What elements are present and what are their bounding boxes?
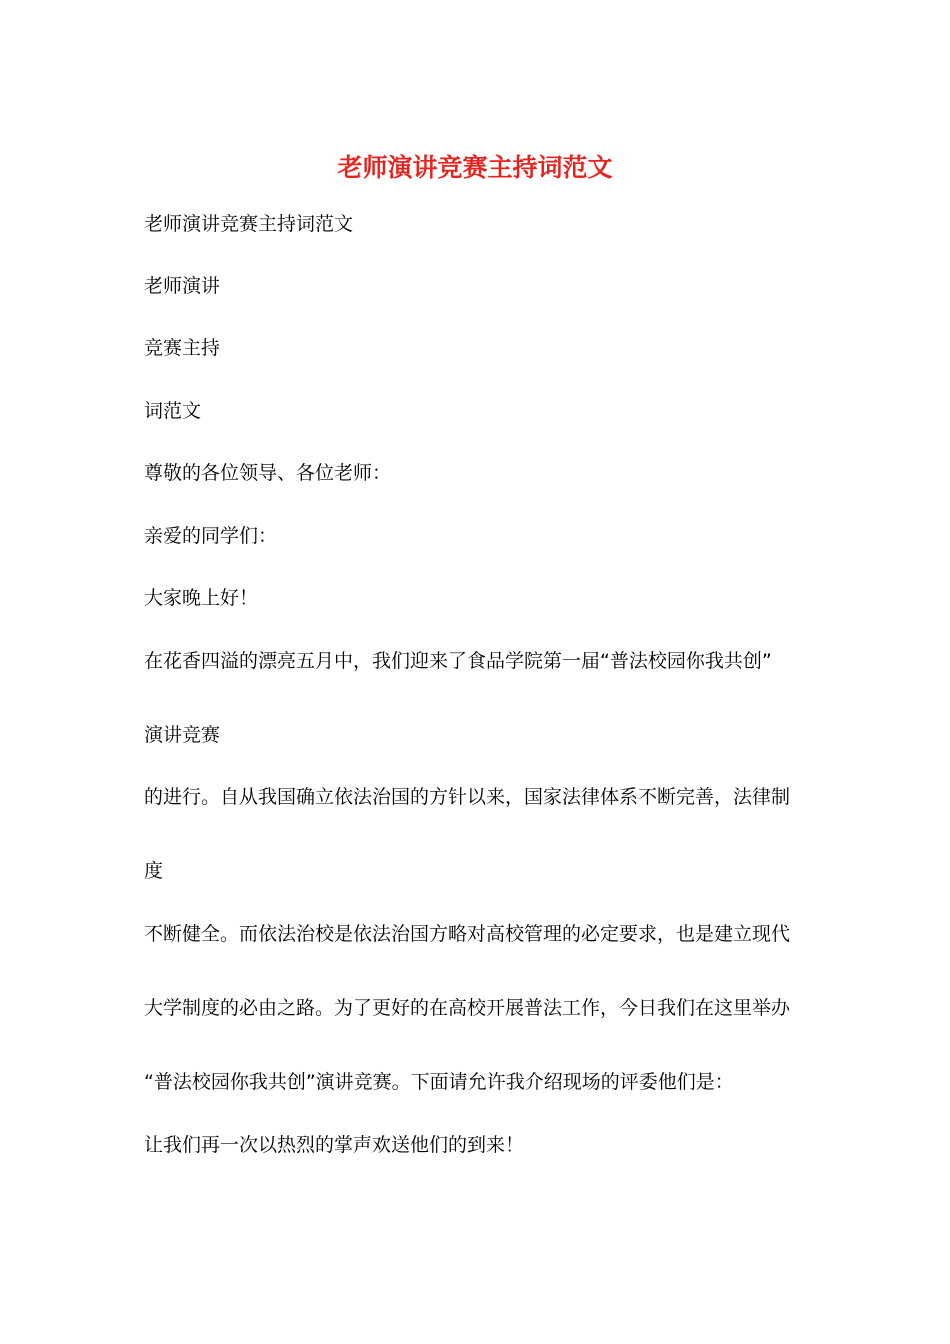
- paragraph: 演讲竞赛: [144, 724, 221, 746]
- paragraph: “普法校园你我共创”演讲竞赛。下面请允许我介绍现场的评委他们是：: [144, 1071, 734, 1093]
- paragraph: 大家晚上好！: [144, 587, 259, 609]
- document-title: 老师演讲竞赛主持词范文: [337, 153, 613, 182]
- paragraph: 的进行。自从我国确立依法治国的方针以来，国家法律体系不断完善，法律制: [144, 786, 791, 808]
- paragraph: 老师演讲竞赛主持词范文: [144, 213, 354, 235]
- paragraph: 在花香四溢的漂亮五月中，我们迎来了食品学院第一届“普法校园你我共创”: [144, 650, 772, 672]
- paragraph: 度: [144, 860, 164, 882]
- paragraph: 让我们再一次以热烈的掌声欢送他们的到来！: [144, 1134, 525, 1156]
- paragraph: 词范文: [144, 400, 202, 422]
- paragraph: 不断健全。而依法治校是依法治国方略对高校管理的必定要求，也是建立现代: [144, 923, 791, 945]
- paragraph: 竞赛主持: [144, 337, 221, 359]
- paragraph: 老师演讲: [144, 275, 221, 297]
- paragraph: 亲爱的同学们：: [144, 525, 278, 547]
- paragraph: 大学制度的必由之路。为了更好的在高校开展普法工作，今日我们在这里举办: [144, 997, 791, 1019]
- paragraph: 尊敬的各位领导、各位老师：: [144, 462, 392, 484]
